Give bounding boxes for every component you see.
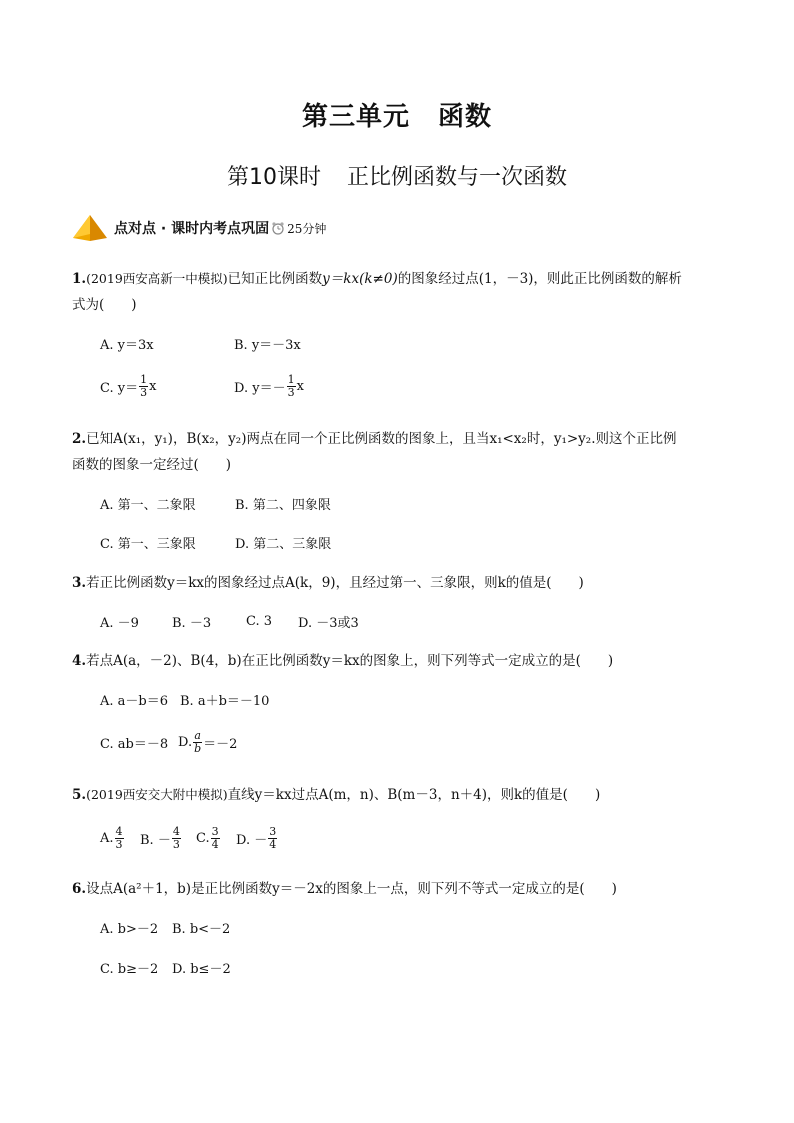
option-c-suffix: x: [149, 379, 157, 394]
option-a-prefix: A.: [100, 831, 114, 846]
option-c: [100, 374, 234, 399]
option-d: [236, 826, 278, 851]
option-a: A. 第一、二象限: [100, 498, 196, 513]
denominator: 3: [140, 386, 148, 399]
question-1: [72, 266, 732, 318]
numerator: a: [194, 729, 201, 742]
question-1-options-row-2: [100, 374, 304, 399]
option-a: A. y＝3x: [100, 338, 154, 353]
denominator: b: [194, 742, 202, 755]
unit-title-part-a: 第三单元: [301, 102, 410, 132]
option-c: C. 第一、三象限: [100, 537, 196, 552]
fraction: [193, 730, 202, 755]
question-3-options: [100, 612, 359, 631]
question-stem: 直线y＝kx过点A(m，n)、B(m－3，n＋4)，则k的值是( ): [227, 787, 601, 803]
option-d: D. b≤－2: [172, 962, 231, 977]
question-6: [72, 876, 732, 902]
option-d-prefix: D.: [178, 735, 193, 750]
alarm-clock-icon: [271, 221, 285, 235]
option-d-prefix: D. y＝－: [234, 381, 286, 396]
question-4: [72, 648, 732, 674]
option-c: C. 3: [246, 614, 273, 629]
denominator: 3: [172, 838, 180, 851]
question-number: 4.: [72, 653, 87, 669]
option-b: B. 第二、四象限: [235, 498, 331, 513]
lesson-title-part-a: 第10课时: [226, 165, 321, 190]
question-number: 5.: [72, 787, 87, 803]
section-label: 点对点 · 课时内考点巩固: [114, 221, 270, 237]
question-number: 6.: [72, 881, 87, 897]
unit-title: [0, 96, 794, 133]
option-d: [234, 374, 304, 399]
unit-title-part-b: 函数: [438, 102, 493, 132]
section-header: [72, 214, 326, 242]
option-c-prefix: C.: [196, 831, 210, 846]
question-5-options: [100, 826, 278, 851]
option-a: A. b>－2: [100, 922, 159, 937]
time-label: 25分钟: [287, 221, 327, 236]
denominator: 3: [287, 386, 295, 399]
question-formula: y＝kx(k≠0): [322, 271, 398, 287]
denominator: 3: [115, 838, 123, 851]
fraction: [139, 374, 148, 399]
option-a: [100, 826, 140, 851]
option-c: C. ab＝－8: [100, 737, 169, 752]
pyramid-icon: [72, 214, 108, 242]
numerator: 1: [140, 373, 148, 386]
option-d-prefix: D. －: [236, 833, 268, 848]
numerator: 3: [269, 825, 277, 838]
option-b: B. b<－2: [172, 922, 231, 937]
question-number: 2.: [72, 431, 87, 447]
question-1-options-row-1: [100, 334, 301, 353]
question-2-options-row-2: [100, 533, 331, 552]
question-4-options-row-2: [100, 730, 237, 755]
option-d: D. 第二、三象限: [235, 537, 332, 552]
question-number: 3.: [72, 575, 87, 591]
option-c: C. b≥－2: [100, 962, 159, 977]
question-number: 1.: [72, 271, 87, 287]
numerator: 3: [211, 825, 219, 838]
option-c-prefix: C. y＝: [100, 381, 139, 396]
numerator: 4: [172, 825, 180, 838]
option-a: A. －9: [100, 616, 139, 631]
option-d-suffix: x: [296, 379, 304, 394]
question-6-options-row-1: [100, 918, 230, 937]
option-c: [196, 826, 236, 851]
lesson-title: [0, 160, 794, 191]
option-b: B. －3: [172, 616, 212, 631]
option-b-prefix: B. －: [140, 833, 171, 848]
question-6-options-row-2: [100, 958, 231, 977]
fraction: [211, 826, 220, 851]
question-2-options-row-1: [100, 494, 331, 513]
question-stem: 若正比例函数y＝kx的图象经过点A(k，9)，且经过第一、三象限，则k的值是( ): [86, 575, 584, 591]
question-stem: 式为( ): [72, 297, 137, 313]
question-stem: 若点A(a，－2)、B(4，b)在正比例函数y＝kx的图象上，则下列等式一定成立的是( ): [86, 653, 614, 669]
question-stem: 的图象经过点(1，－3)，则此正比例函数的解析: [397, 271, 682, 287]
question-2: [72, 426, 732, 478]
option-d: [178, 730, 237, 755]
question-4-options-row-1: [100, 690, 269, 709]
fraction: [172, 826, 181, 851]
question-source: (2019西安高新一中模拟): [86, 271, 228, 286]
denominator: 4: [269, 838, 277, 851]
question-stem: 已知A(x₁，y₁)，B(x₂，y₂)两点在同一个正比例函数的图象上，且当x₁<x₂时，y₁>y₂.则这个正比例: [86, 431, 677, 447]
question-stem: 已知正比例函数: [227, 271, 323, 287]
option-d: D. －3或3: [298, 616, 359, 631]
fraction: [268, 826, 277, 851]
question-source: (2019西安交大附中模拟): [86, 787, 228, 802]
lesson-title-part-b: 正比例函数与一次函数: [346, 165, 567, 190]
option-b: B. a＋b＝－10: [180, 694, 270, 709]
option-b: [140, 826, 196, 851]
question-5: [72, 782, 732, 808]
question-stem: 设点A(a²＋1，b)是正比例函数y＝－2x的图象上一点，则下列不等式一定成立的是( ): [86, 881, 617, 897]
numerator: 4: [115, 825, 123, 838]
question-3: [72, 570, 732, 596]
option-b: B. y＝－3x: [234, 338, 301, 353]
fraction: [287, 374, 296, 399]
option-a: A. a－b＝6: [100, 694, 168, 709]
option-d-suffix: ＝－2: [203, 737, 238, 752]
denominator: 4: [211, 838, 219, 851]
question-stem: 函数的图象一定经过( ): [72, 457, 232, 473]
fraction: [115, 826, 124, 851]
numerator: 1: [287, 373, 295, 386]
